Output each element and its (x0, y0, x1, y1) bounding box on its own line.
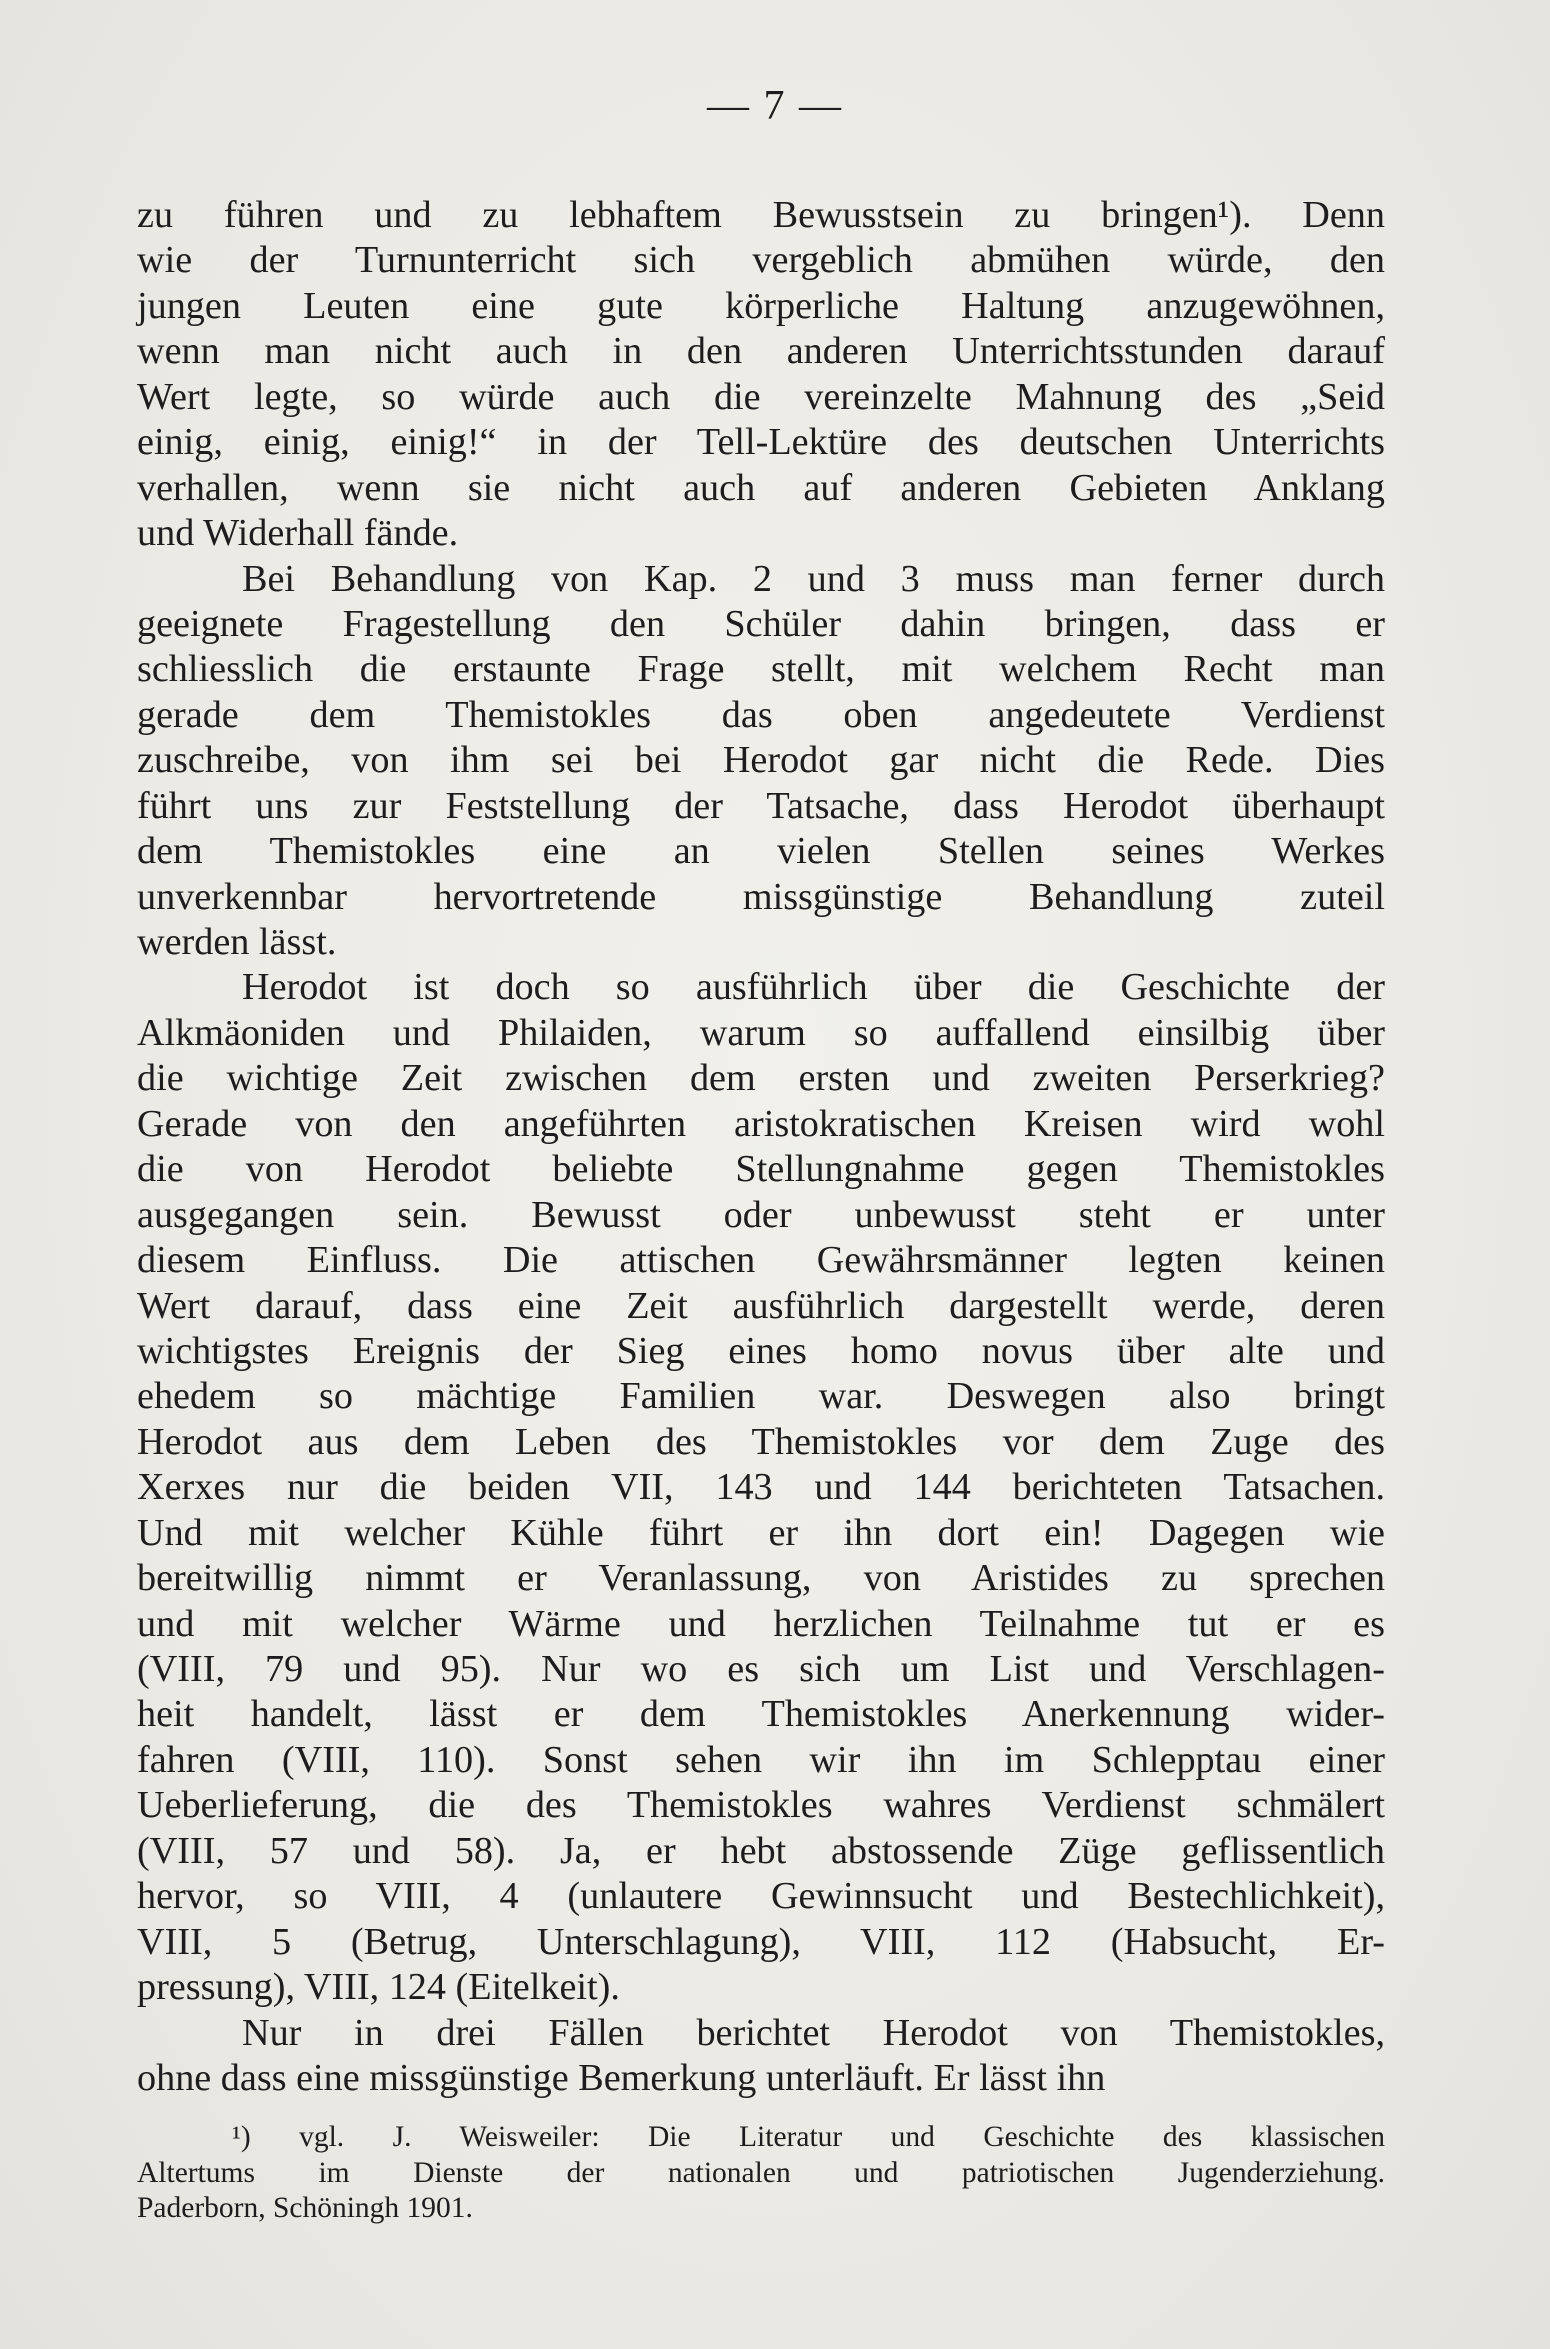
text-line: Bei Behandlung von Kap. 2 und 3 muss man ferner durch (242, 557, 1385, 600)
text-line: und mit welcher Wärme und herzlichen Teilnahme tut er es (137, 1602, 1385, 1645)
text-line: Alkmäoniden und Philaiden, warum so auffallend einsilbig über (137, 1011, 1385, 1054)
text-line: jungen Leuten eine gute körperliche Haltung anzugewöhnen, (137, 284, 1385, 327)
text-line: ausgegangen sein. Bewusst oder unbewusst steht er unter (137, 1193, 1385, 1236)
text-line: Xerxes nur die beiden VII, 143 und 144 berichteten Tatsachen. (137, 1466, 1385, 1509)
paragraph (137, 193, 1385, 557)
text-line: bereitwillig nimmt er Veranlassung, von Aristides zu sprechen (137, 1557, 1385, 1600)
text-line: Wert legte, so würde auch die vereinzelte Mahnung des „Seid (137, 375, 1385, 418)
text-line: die wichtige Zeit zwischen dem ersten und zweiten Perserkrieg? (137, 1057, 1385, 1100)
text-line: wie der Turnunterricht sich vergeblich abmühen würde, den (137, 239, 1385, 282)
footnote-line: Altertums im Dienste der nationalen und patriotischen Jugenderziehung. (137, 2156, 1385, 2189)
text-line: pressung), VIII, 124 (Eitelkeit). (137, 1966, 620, 2009)
text-line: ehedem so mächtige Familien war. Deswegen also bringt (137, 1375, 1385, 1418)
text-line: wenn man nicht auch in den anderen Unterrichtsstunden darauf (137, 330, 1385, 373)
page-number: — 7 — (707, 83, 843, 129)
text-line: Nur in drei Fällen berichtet Herodot von Themistokles, (242, 2011, 1385, 2054)
text-line: VIII, 5 (Betrug, Unterschlagung), VIII, 112 (Habsucht, Er- (137, 1920, 1385, 1963)
text-line: ohne dass eine missgünstige Bemerkung unterläuft. Er lässt ihn (137, 2056, 1106, 2099)
text-line: und Widerhall fände. (137, 512, 459, 555)
text-line: fahren (VIII, 110). Sonst sehen wir ihn im Schlepptau einer (137, 1738, 1385, 1781)
text-line: Herodot aus dem Leben des Themistokles vor dem Zuge des (137, 1420, 1385, 1463)
text-line: unverkennbar hervortretende missgünstige Behandlung zuteil (137, 875, 1385, 918)
text-line: hervor, so VIII, 4 (unlautere Gewinnsucht und Bestechlichkeit), (137, 1875, 1385, 1918)
text-line: diesem Einfluss. Die attischen Gewährsmänner legten keinen (137, 1239, 1385, 1282)
body-text (137, 193, 1385, 2101)
text-line: gerade dem Themistokles das oben angedeutete Verdienst (137, 693, 1385, 736)
text-line: (VIII, 57 und 58). Ja, er hebt abstossende Züge geflissentlich (137, 1829, 1385, 1872)
paragraph (137, 965, 1385, 2010)
text-line: dem Themistokles eine an vielen Stellen seines Werkes (137, 830, 1385, 873)
text-line: Gerade von den angeführten aristokratischen Kreisen wird wohl (137, 1102, 1385, 1145)
footnote-line: Paderborn, Schöningh 1901. (137, 2192, 473, 2224)
footnote (137, 2120, 1385, 2227)
paragraph (137, 2011, 1385, 2102)
text-line: (VIII, 79 und 95). Nur wo es sich um List und Verschlagen- (137, 1648, 1385, 1690)
text-line: Und mit welcher Kühle führt er ihn dort ein! Dagegen wie (137, 1511, 1385, 1554)
text-line: schliesslich die erstaunte Frage stellt, mit welchem Recht man (137, 648, 1385, 691)
text-line: Wert darauf, dass eine Zeit ausführlich dargestellt werde, deren (137, 1284, 1385, 1327)
text-line: zu führen und zu lebhaftem Bewusstsein zu bringen¹). Denn (137, 194, 1385, 236)
text-line: Ueberlieferung, die des Themistokles wahres Verdienst schmälert (137, 1784, 1385, 1827)
text-line: wichtigstes Ereignis der Sieg eines homo novus über alte und (137, 1329, 1385, 1372)
text-line: die von Herodot beliebte Stellungnahme gegen Themistokles (137, 1148, 1385, 1191)
text-line: verhallen, wenn sie nicht auch auf anderen Gebieten Anklang (137, 466, 1385, 509)
text-line: werden lässt. (137, 921, 337, 963)
text-line: Herodot ist doch so ausführlich über die Geschichte der (242, 966, 1385, 1009)
text-line: geeignete Fragestellung den Schüler dahin bringen, dass er (137, 602, 1385, 645)
footnote-line: ¹) vgl. J. Weisweiler: Die Literatur und Geschichte des klassischen (232, 2121, 1385, 2153)
text-line: einig, einig, einig!“ in der Tell-Lektüre des deutschen Unterrichts (137, 421, 1385, 464)
text-line: zuschreibe, von ihm sei bei Herodot gar nicht die Rede. Dies (137, 739, 1385, 782)
text-line: heit handelt, lässt er dem Themistokles Anerkennung wider- (137, 1693, 1385, 1736)
paragraph (137, 557, 1385, 966)
text-line: führt uns zur Feststellung der Tatsache, dass Herodot überhaupt (137, 784, 1385, 827)
